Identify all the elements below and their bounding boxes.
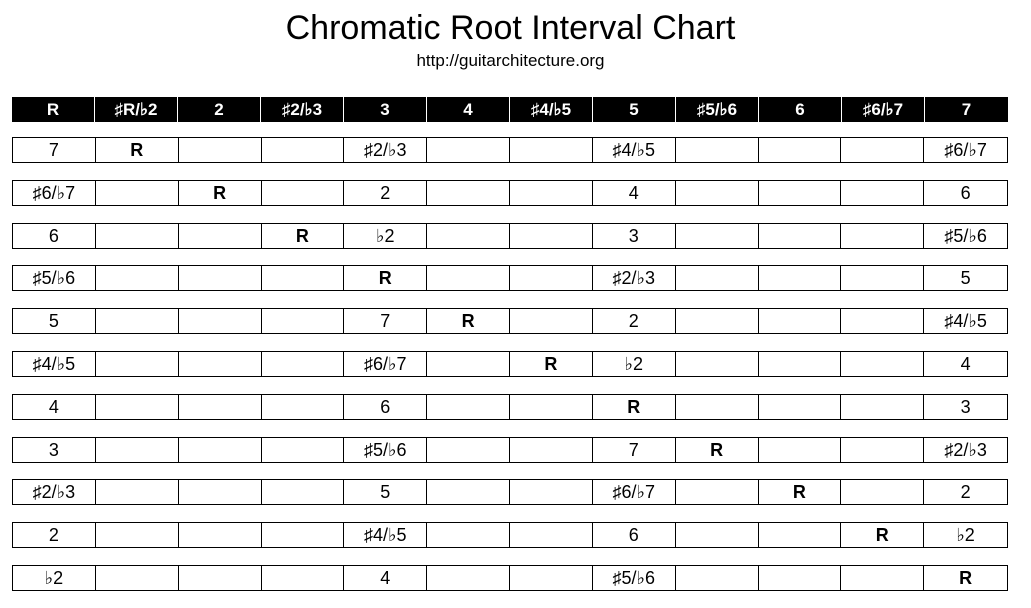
interval-cell <box>262 438 345 462</box>
interval-cell <box>676 224 759 248</box>
interval-cell <box>427 395 510 419</box>
root-cell: R <box>593 395 676 419</box>
interval-cell <box>676 138 759 162</box>
interval-cell: 5 <box>960 267 971 288</box>
interval-cell <box>179 480 262 504</box>
interval-cell: 7 <box>344 309 427 333</box>
root-cell: R <box>510 352 593 376</box>
interval-cell <box>510 438 593 462</box>
interval-cell <box>427 266 510 290</box>
interval-cell <box>179 138 262 162</box>
interval-cell <box>676 266 759 290</box>
interval-cell <box>759 138 842 162</box>
interval-cell <box>96 309 179 333</box>
table-row <box>12 180 1008 206</box>
table-row <box>12 137 1008 163</box>
header-cell: 7 <box>961 99 972 119</box>
interval-cell: ♯6/♭7 <box>344 352 427 376</box>
root-cell: R <box>959 567 973 588</box>
interval-cell: ♯4/♭5 <box>944 310 987 331</box>
interval-cell <box>427 138 510 162</box>
interval-cell <box>427 480 510 504</box>
interval-cell <box>427 224 510 248</box>
interval-cell: ♯5/♭6 <box>13 266 96 290</box>
interval-cell <box>510 266 593 290</box>
interval-cell <box>179 523 262 547</box>
interval-cell: ♯6/♭7 <box>13 181 96 205</box>
interval-cell <box>676 395 759 419</box>
interval-cell: 2 <box>593 309 676 333</box>
interval-cell <box>510 181 593 205</box>
interval-cell <box>841 224 924 248</box>
interval-header-row <box>12 97 1008 122</box>
root-cell: R <box>759 480 842 504</box>
interval-cell <box>427 352 510 376</box>
root-cell: R <box>179 181 262 205</box>
interval-cell <box>262 266 345 290</box>
interval-cell <box>676 352 759 376</box>
interval-cell: 6 <box>344 395 427 419</box>
interval-cell <box>96 181 179 205</box>
interval-cell: ♯5/♭6 <box>593 566 676 590</box>
table-row <box>12 479 1008 505</box>
header-cell: R <box>12 97 95 122</box>
root-cell: R <box>262 224 345 248</box>
interval-cell: 6 <box>13 224 96 248</box>
interval-cell <box>759 352 842 376</box>
interval-cell <box>96 266 179 290</box>
interval-cell: ♯4/♭5 <box>593 138 676 162</box>
interval-cell <box>427 566 510 590</box>
interval-cell <box>676 480 759 504</box>
interval-cell <box>96 395 179 419</box>
interval-cell <box>510 395 593 419</box>
interval-cell <box>179 309 262 333</box>
table-row <box>12 437 1008 463</box>
interval-cell <box>676 523 759 547</box>
interval-cell <box>262 309 345 333</box>
header-cell: 6 <box>759 97 842 122</box>
interval-cell: 3 <box>13 438 96 462</box>
interval-cell <box>759 309 842 333</box>
interval-cell <box>759 266 842 290</box>
root-cell: R <box>344 266 427 290</box>
header-cell: 4 <box>427 97 510 122</box>
header-cell: ♯5/♭6 <box>676 97 759 122</box>
table-row <box>12 265 1008 291</box>
interval-cell: ♯5/♭6 <box>944 225 987 246</box>
interval-cell: ♯4/♭5 <box>13 352 96 376</box>
interval-cell: 2 <box>960 481 971 502</box>
interval-cell <box>510 138 593 162</box>
interval-cell <box>262 395 345 419</box>
interval-cell <box>841 352 924 376</box>
root-cell: R <box>96 138 179 162</box>
interval-cell <box>759 224 842 248</box>
interval-cell <box>510 566 593 590</box>
interval-cell: ♭2 <box>344 224 427 248</box>
root-cell: R <box>841 523 924 547</box>
interval-cell <box>96 523 179 547</box>
interval-cell <box>179 224 262 248</box>
interval-cell <box>179 352 262 376</box>
interval-cell: 4 <box>344 566 427 590</box>
interval-cell <box>96 224 179 248</box>
header-cell: ♯6/♭7 <box>842 97 925 122</box>
interval-cell <box>841 309 924 333</box>
interval-cell: ♭2 <box>956 524 975 545</box>
interval-cell <box>179 438 262 462</box>
header-cell: 5 <box>593 97 676 122</box>
interval-cell <box>759 566 842 590</box>
interval-cell <box>841 138 924 162</box>
interval-cell <box>759 438 842 462</box>
interval-cell: 2 <box>344 181 427 205</box>
interval-cell <box>96 480 179 504</box>
table-row <box>12 565 1008 591</box>
interval-cell <box>676 309 759 333</box>
interval-cell: 4 <box>960 353 971 374</box>
interval-cell: 7 <box>593 438 676 462</box>
interval-cell <box>759 181 842 205</box>
interval-cell <box>96 352 179 376</box>
interval-cell: 4 <box>593 181 676 205</box>
header-cell: ♯R/♭2 <box>95 97 178 122</box>
interval-cell <box>510 523 593 547</box>
interval-cell <box>510 480 593 504</box>
interval-cell <box>841 438 924 462</box>
table-row <box>12 308 1008 334</box>
interval-cell <box>179 266 262 290</box>
header-cell: 3 <box>344 97 427 122</box>
interval-cell <box>510 309 593 333</box>
interval-cell: 5 <box>13 309 96 333</box>
interval-cell <box>96 438 179 462</box>
interval-cell <box>179 395 262 419</box>
interval-cell: ♯4/♭5 <box>344 523 427 547</box>
interval-cell <box>510 224 593 248</box>
interval-cell: ♯5/♭6 <box>344 438 427 462</box>
interval-cell: 6 <box>593 523 676 547</box>
interval-cell: 6 <box>960 182 971 203</box>
interval-cell: 4 <box>13 395 96 419</box>
interval-cell <box>841 266 924 290</box>
interval-cell <box>262 523 345 547</box>
interval-cell: 3 <box>960 396 971 417</box>
interval-cell <box>676 566 759 590</box>
interval-cell: ♯6/♭7 <box>593 480 676 504</box>
interval-cell: 7 <box>13 138 96 162</box>
interval-cell <box>759 395 842 419</box>
interval-cell: ♯2/♭3 <box>13 480 96 504</box>
interval-cell <box>427 181 510 205</box>
page-title: Chromatic Root Interval Chart <box>285 9 736 47</box>
table-row <box>12 351 1008 377</box>
table-row <box>12 223 1008 249</box>
interval-cell <box>841 395 924 419</box>
interval-cell <box>676 181 759 205</box>
interval-cell: ♭2 <box>13 566 96 590</box>
page-subtitle-url: http://guitarchitecture.org <box>416 51 605 70</box>
header-cell: 2 <box>178 97 261 122</box>
interval-cell <box>262 138 345 162</box>
interval-cell <box>427 523 510 547</box>
interval-cell: ♯2/♭3 <box>593 266 676 290</box>
header-cell: ♯2/♭3 <box>261 97 344 122</box>
interval-cell <box>759 523 842 547</box>
interval-cell: 5 <box>344 480 427 504</box>
table-row <box>12 522 1008 548</box>
interval-cell: 3 <box>593 224 676 248</box>
root-cell: R <box>676 438 759 462</box>
interval-cell: ♯6/♭7 <box>944 139 987 160</box>
interval-cell: ♭2 <box>593 352 676 376</box>
interval-cell <box>841 181 924 205</box>
interval-cell <box>179 566 262 590</box>
header-cell: ♯4/♭5 <box>510 97 593 122</box>
interval-cell <box>262 566 345 590</box>
interval-cell <box>262 181 345 205</box>
interval-cell <box>262 480 345 504</box>
interval-cell: ♯2/♭3 <box>944 439 987 460</box>
root-cell: R <box>427 309 510 333</box>
interval-cell: ♯2/♭3 <box>344 138 427 162</box>
interval-cell <box>841 480 924 504</box>
table-row <box>12 394 1008 420</box>
interval-cell <box>262 352 345 376</box>
interval-cell <box>427 438 510 462</box>
interval-cell: 2 <box>13 523 96 547</box>
interval-cell <box>841 566 924 590</box>
interval-cell <box>96 566 179 590</box>
